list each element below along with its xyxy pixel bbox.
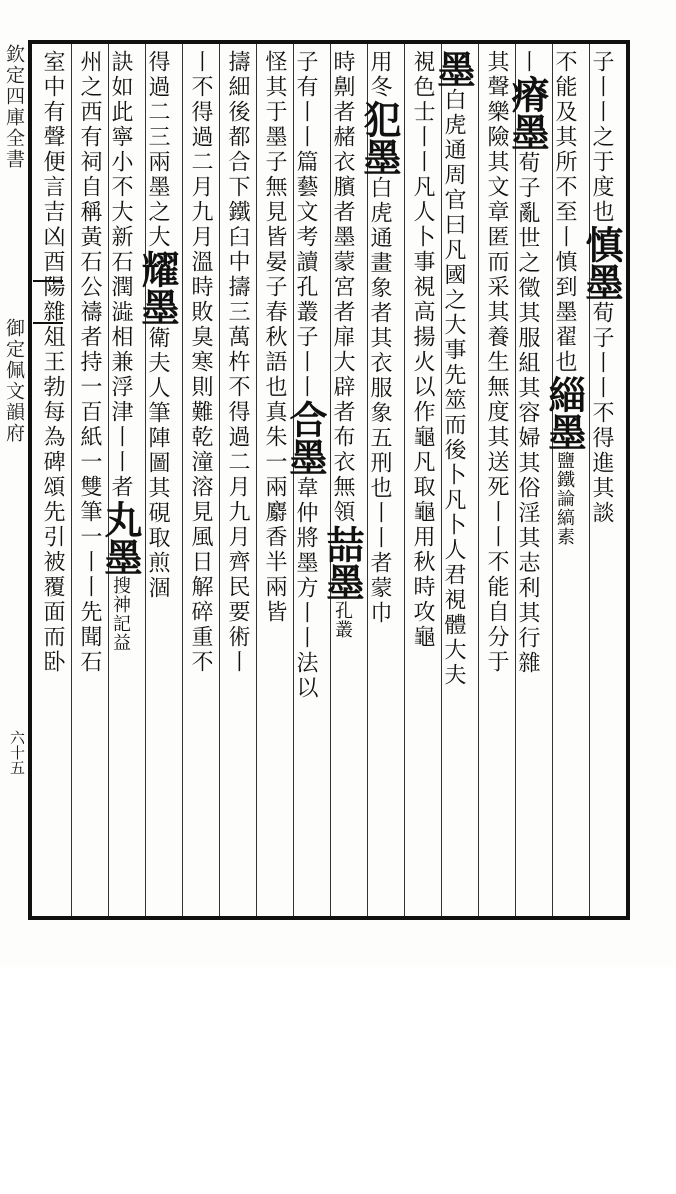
entry-text: 新石潤澁相兼浮津丨丨者 [108, 225, 133, 500]
entry-text: 荀子丨丨不得進其談 [589, 301, 614, 526]
text-column-15 [73, 50, 106, 915]
text-column-3 [505, 50, 550, 915]
entry-text: 搜神記益 [110, 576, 131, 652]
text-column-6 [406, 50, 439, 915]
text-column-7 [357, 50, 402, 915]
text-column-2 [542, 50, 587, 915]
entry-text: 真朱一兩麝香半兩皆 [262, 400, 287, 625]
margin-top-label: 欽定四庫全書 [3, 44, 25, 170]
text-column-16 [36, 50, 69, 915]
entry-text: 韋仲將墨方丨丨法以 [293, 476, 318, 701]
entry-headword: 緇墨 [542, 375, 587, 451]
text-column-13 [135, 50, 180, 915]
text-column-12 [184, 50, 217, 915]
text-column-8 [320, 50, 365, 915]
entry-text: 丨慎到墨翟也 [552, 225, 577, 375]
entry-text: 衛夫人筆陣圖其硯取煎涸 [145, 326, 170, 601]
entry-headword: 瘠墨 [505, 75, 550, 151]
entry-text: 訣如此寧小不大 [108, 50, 133, 225]
entry-text: 白虎通畫象者其衣服象五刑也丨丨者蒙巾 [367, 176, 392, 626]
entry-headword: 犯墨 [357, 100, 402, 176]
entry-text: 用冬 [367, 50, 392, 100]
entry-text: 丨丨之于度也 [589, 75, 614, 225]
text-column-11 [221, 50, 254, 915]
text-column-1 [579, 50, 624, 915]
entry-text: 不能及其所不至 [552, 50, 577, 225]
page-number: 六十五 [8, 730, 26, 775]
book-title-label: 御定佩文韻府 [3, 318, 25, 444]
entry-headword: 慎墨 [579, 225, 624, 301]
entry-text: 白虎通周官曰凡國之大事先筮而後卜凡卜人君視體大夫 [441, 88, 466, 688]
text-column-4 [480, 50, 513, 915]
entry-text: 丨不得過二月九月溫時敗臭寒則難乾潼溶見風日解碎重不 [188, 50, 213, 675]
entry-text: 室中有聲便言吉凶酉陽雜俎王勃每為碑頌先引被覆面而卧 [40, 50, 65, 675]
entry-headword: 合墨 [283, 400, 328, 476]
entry-text: 子有丨丨篇藝文考讀孔叢子丨丨 [293, 50, 318, 400]
entry-text: 荀子亂世之徵其服組其容婦其俗淫其志利其行雜 [515, 151, 540, 676]
text-column-14 [98, 50, 143, 915]
entry-text: 子 [589, 50, 614, 75]
entry-text: 鹽鐵論縞素 [554, 451, 575, 546]
entry-text: 視色士丨丨凡人卜事視高揚火以作龜凡取龜用秋時攻龜 [410, 50, 435, 650]
entry-headword: 耀墨 [135, 250, 180, 326]
entry-headword: 墨 [431, 50, 476, 88]
entry-text: 其聲樂險其文章匿而采其養生無度其送死丨丨 [484, 50, 509, 550]
entry-headword: 丸墨 [98, 500, 143, 576]
entry-text: 孔叢 [332, 601, 353, 639]
text-column-10 [258, 50, 291, 915]
text-column-5 [431, 50, 476, 915]
entry-text: 不能自分于 [484, 550, 509, 675]
entry-headword: 喆墨 [320, 525, 365, 601]
entry-text: 得過二三兩墨之大 [145, 50, 170, 250]
entry-text: 擣細後都合下鐵臼中擣三萬杵不得過二月九月齊民要術丨 [225, 50, 250, 675]
entry-text: 丨 [515, 50, 540, 75]
entry-text: 劓者赭衣臏者墨蒙宮者扉大辟者布衣無領 [330, 75, 355, 525]
entry-text: 怪其于墨子無見皆晏子春秋語也 [262, 50, 287, 400]
entry-text: 時 [330, 50, 355, 75]
entry-text: 州之西有祠自稱黃石公禱者持一百紙一雙筆一丨丨先聞石 [77, 50, 102, 675]
text-column-9 [283, 50, 328, 915]
